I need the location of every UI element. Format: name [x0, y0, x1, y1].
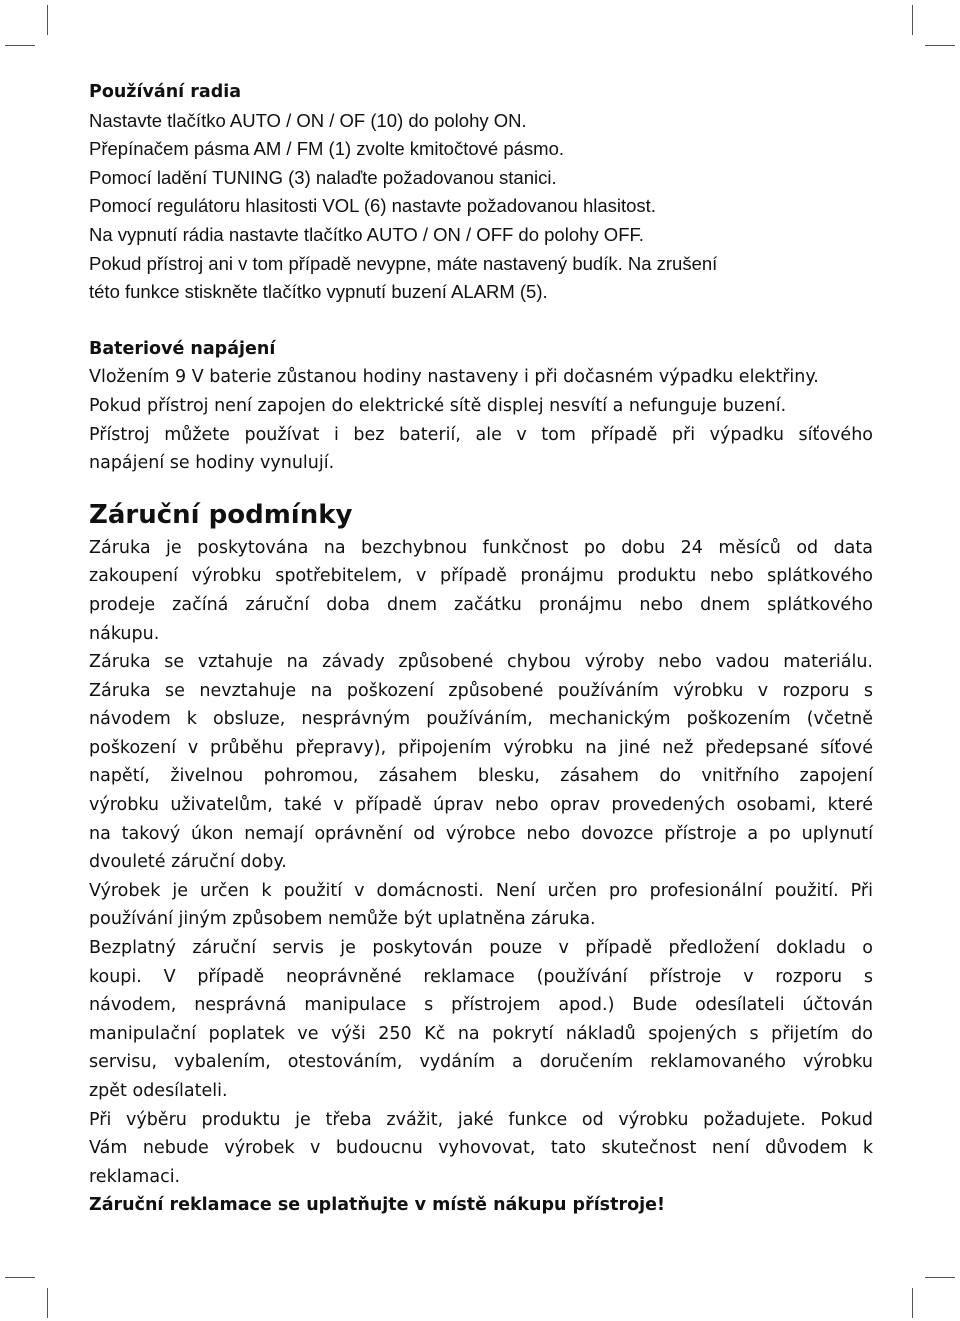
radio-line: Přepínačem pásma AM / FM (1) zvolte kmitočtové pásmo.	[89, 138, 564, 160]
warranty-line: napětí, živelnou pohromou, zásahem blesku, zásahem do vnitřního zapojení	[89, 766, 873, 787]
crop-mark-bottom-left-h	[5, 1277, 35, 1278]
battery-line: Přístroj můžete používat i bez baterií, ale v tom případě při výpadku síťového	[89, 424, 873, 445]
crop-mark-bottom-right-h	[925, 1277, 955, 1278]
crop-mark-top-right-v	[912, 5, 913, 35]
warranty-line: zpět odesílateli.	[89, 1081, 228, 1101]
warranty-section	[89, 498, 873, 1220]
warranty-heading: Záruční podmínky	[89, 499, 353, 530]
warranty-line: Záruka se vztahuje na závady způsobené chybou výroby nebo vadou materiálu.	[89, 652, 873, 673]
battery-section-title: Bateriové napájení	[89, 338, 276, 359]
battery-line: napájení se hodiny vynulují.	[89, 453, 335, 474]
radio-section-title: Používání radia	[89, 82, 242, 102]
radio-line: Na vypnutí rádia nastavte tlačítko AUTO / ON / OFF do polohy OFF.	[89, 223, 644, 245]
radio-line: této funkce stiskněte tlačítko vypnutí buzení ALARM (5).	[89, 281, 548, 303]
warranty-line: koupi. V případě neoprávněné reklamace (používání přístroje v rozporu s	[89, 966, 873, 987]
battery-line: Pokud přístroj není zapojen do elektrické sítě displej nesvítí a nefunguje buzení.	[89, 395, 787, 416]
spacer	[89, 307, 873, 335]
warranty-line: Výrobek je určen k použití v domácnosti. Není určen pro profesionální použití. Při	[89, 880, 873, 901]
battery-line: Vložením 9 V baterie zůstanou hodiny nastaveny i při dočasném výpadku elektřiny.	[89, 367, 819, 388]
warranty-line: servisu, vybalením, otestováním, vydáním a doručením reklamovaného výrobku	[89, 1052, 873, 1073]
battery-section	[89, 335, 873, 478]
warranty-closing-note: Záruční reklamace se uplatňujte v místě nákupu přístroje!	[89, 1195, 665, 1216]
warranty-line: nákupu.	[89, 623, 160, 644]
warranty-line: používání jiným způsobem nemůže být uplatněna záruka.	[89, 909, 596, 930]
warranty-line: na takový úkon nemají oprávnění od výrobce nebo dovozce přístroje a po uplynutí	[89, 823, 873, 844]
warranty-line: dvouleté záruční doby.	[89, 852, 287, 873]
radio-line: Pokud přístroj ani v tom případě nevypne, máte nastavený budík. Na zrušení	[89, 252, 718, 274]
crop-mark-top-left-v	[47, 5, 48, 35]
warranty-line: Bezplatný záruční servis je poskytován pouze v případě předložení dokladu o	[89, 938, 873, 959]
document-page	[89, 78, 873, 1220]
crop-mark-bottom-left-v	[47, 1288, 48, 1318]
warranty-line: zakoupení výrobku spotřebitelem, v případě pronájmu produktu nebo splátkového	[89, 566, 873, 587]
crop-mark-bottom-right-v	[912, 1288, 913, 1318]
warranty-line: Záruka je poskytována na bezchybnou funkčnost po dobu 24 měsíců od data	[89, 537, 873, 558]
radio-line: Nastavte tlačítko AUTO / ON / OF (10) do polohy ON.	[89, 109, 527, 131]
warranty-line: reklamaci.	[89, 1166, 181, 1187]
radio-line: Pomocí ladění TUNING (3) nalaďte požadovanou stanici.	[89, 166, 557, 188]
warranty-line: poškození v průběhu přepravy), připojením výrobku na jiné než předepsané síťové	[89, 737, 873, 758]
warranty-line: manipulační poplatek ve výši 250 Kč na pokrytí nákladů spojených s přijetím do	[89, 1023, 873, 1044]
crop-mark-top-left-h	[5, 45, 35, 46]
warranty-line: Vám nebude výrobek v budoucnu vyhovovat, tato skutečnost není důvodem k	[89, 1138, 873, 1159]
warranty-line: návodem k obsluze, nesprávným používáním, mechanickým poškozením (včetně	[89, 709, 873, 730]
radio-section	[89, 78, 873, 307]
warranty-line: Při výběru produktu je třeba zvážit, jaké funkce od výrobku požadujete. Pokud	[89, 1109, 873, 1130]
crop-mark-top-right-h	[925, 45, 955, 46]
warranty-line: výrobku uživatelům, také v případě úprav nebo oprav provedených osobami, které	[89, 795, 873, 816]
warranty-line: Záruka se nevztahuje na poškození způsobené používáním výrobku v rozporu s	[89, 680, 873, 701]
warranty-line: prodeje začíná záruční doba dnem začátku pronájmu nebo dnem splátkového	[89, 594, 873, 615]
warranty-line: návodem, nesprávná manipulace s přístrojem apod.) Bude odesílateli účtován	[89, 995, 873, 1016]
radio-line: Pomocí regulátoru hlasitosti VOL (6) nastavte požadovanou hlasitost.	[89, 195, 656, 217]
